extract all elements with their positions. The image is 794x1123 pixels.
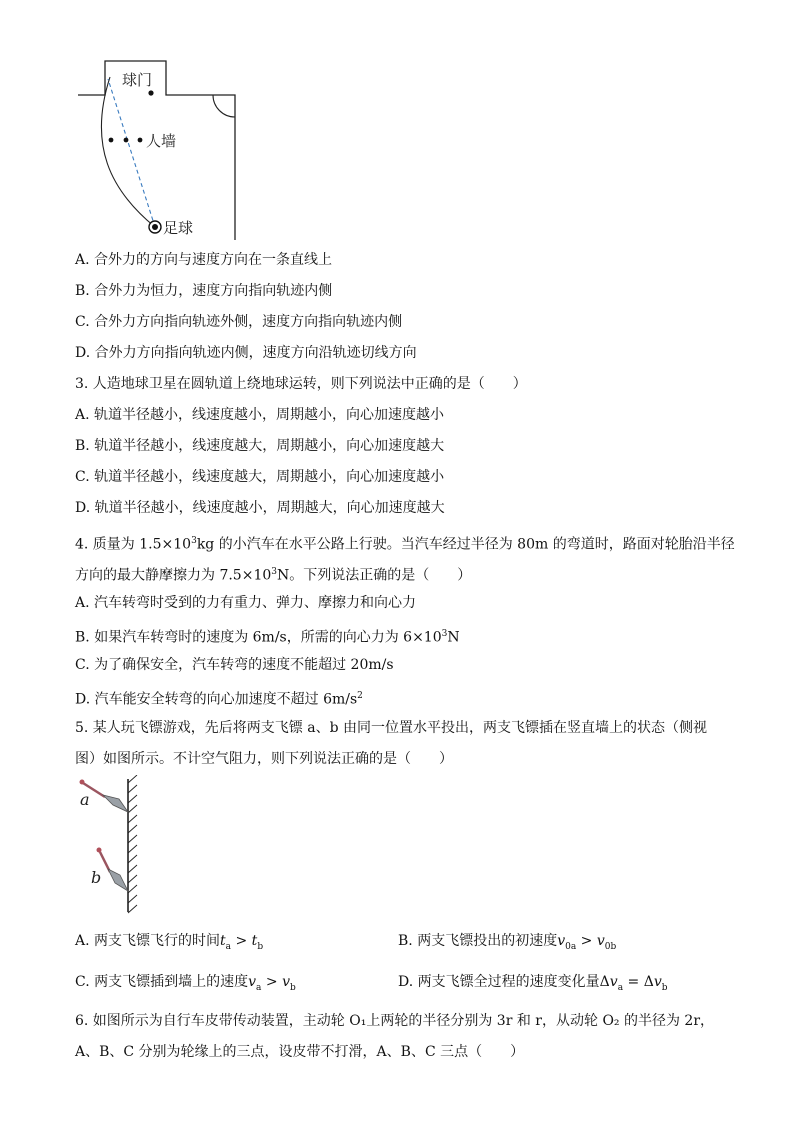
q6-stem-line2: A、B、C 分别为轮缘上的三点，设皮带不打滑，A、B、C 三点（ ） <box>75 1044 525 1060</box>
sub-b: b <box>257 941 264 952</box>
wall-dot <box>138 138 143 143</box>
wall-dot <box>109 138 114 143</box>
q4-stem-line1 <box>75 531 735 555</box>
goal-label: 球门 <box>122 71 153 89</box>
corner-arc <box>213 95 235 117</box>
q4-stem-line1-a: 4. 质量为 1.5×10 <box>75 536 192 553</box>
wall-dot <box>124 138 129 143</box>
dart-b-label: b <box>91 868 102 887</box>
q3-option-a: A. 轨道半径越小，线速度越小，周期越小，向心加速度越小 <box>75 407 445 423</box>
var-v: v <box>248 974 257 990</box>
var-v: v <box>557 933 566 949</box>
q4-option-d-a: D. 汽车能安全转弯的向心加速度不超过 6m/s <box>75 691 358 708</box>
wall-label: 人墙 <box>146 132 177 150</box>
q5-stem-line2: 图）如图所示。不计空气阻力，则下列说法正确的是（ ） <box>75 751 453 767</box>
q5-option-c <box>75 972 296 998</box>
q3-option-c: C. 轨道半径越小，线速度越大，周期越小，向心加速度越小 <box>75 469 445 485</box>
curved-trajectory <box>101 77 155 227</box>
q4-stem-line2 <box>75 562 471 586</box>
gt-sign: > <box>261 974 283 990</box>
dart-a-label: a <box>80 790 90 809</box>
delta-sign: Δ <box>643 974 654 990</box>
q4-option-a: A. 汽车转弯时受到的力有重力、弹力、摩擦力和向心力 <box>75 595 417 611</box>
q4-option-d-sup: 2 <box>357 691 363 701</box>
q4-stem-line2-sup: 3 <box>271 567 277 577</box>
q4-option-c: C. 为了确保安全，汽车转弯的速度不能超过 20m/s <box>75 657 394 673</box>
goal-point <box>148 90 153 95</box>
sub-a: a <box>225 941 232 952</box>
q2-option-c: C. 合外力方向指向轨迹外侧，速度方向指向轨迹内侧 <box>75 314 403 330</box>
sub-a: a <box>617 982 624 993</box>
q4-option-b-a: B. 如果汽车转弯时的速度为 6m/s，所需的向心力为 6×10 <box>75 629 442 646</box>
q5-option-a <box>75 931 263 957</box>
q4-option-d <box>75 686 363 710</box>
var-v: v <box>653 974 662 990</box>
var-v: v <box>596 933 605 949</box>
sub-b: b <box>661 982 668 993</box>
q5-option-a-text: A. 两支飞镖飞行的时间 <box>75 933 221 949</box>
q4-stem-line2-a: 方向的最大静摩擦力为 7.5×10 <box>75 567 272 584</box>
football-icon <box>149 221 161 233</box>
q4-option-b <box>75 624 460 648</box>
var-v: v <box>609 974 618 990</box>
q4-stem-line1-sup: 3 <box>191 536 197 546</box>
goal-outline <box>78 61 235 240</box>
free-kick-diagram <box>70 55 245 245</box>
sub-0b: 0b <box>604 941 617 952</box>
var-v: v <box>282 974 290 990</box>
eq-sign: = <box>623 974 644 990</box>
gt-sign: > <box>576 933 597 949</box>
q5-option-d-text: D. 两支飞镖全过程的速度变化量 <box>398 974 600 990</box>
gt-sign: > <box>231 933 252 949</box>
q5-option-b-text: B. 两支飞镖投出的初速度 <box>398 933 558 949</box>
q3-stem: 3. 人造地球卫星在圆轨道上绕地球运转，则下列说法中正确的是（ ） <box>75 376 527 392</box>
q2-option-b: B. 合外力为恒力，速度方向指向轨迹内侧 <box>75 283 333 299</box>
ball-label: 足球 <box>163 219 194 237</box>
q5-stem-line1: 5. 某人玩飞镖游戏，先后将两支飞镖 a、b 由同一位置水平投出，两支飞镖插在竖直墙上的状态（侧视 <box>75 720 708 736</box>
q4-stem-line2-b: N。下列说法正确的是（ ） <box>277 567 472 584</box>
q4-option-b-sup: 3 <box>441 629 448 639</box>
var-t: t <box>251 933 258 949</box>
sub-a: a <box>256 982 262 993</box>
q3-option-b: B. 轨道半径越小，线速度越大，周期越小，向心加速度越大 <box>75 438 445 454</box>
sub-b: b <box>289 982 296 993</box>
darts-diagram <box>75 775 145 915</box>
delta-sign: Δ <box>599 974 610 990</box>
q3-option-d: D. 轨道半径越小，线速度越小，周期越大，向心加速度越大 <box>75 500 445 516</box>
q5-option-c-text: C. 两支飞镖插到墙上的速度 <box>75 974 249 990</box>
q6-stem-line1: 6. 如图所示为自行车皮带传动装置，主动轮 O₁上两轮的半径分别为 3r 和 r，从动轮 O₂ 的半径为 2r， <box>75 1013 715 1029</box>
q2-option-a: A. 合外力的方向与速度方向在一条直线上 <box>75 252 333 268</box>
q4-stem-line1-b: kg 的小汽车在水平公路上行驶。当汽车经过半径为 80m 的弯道时，路面对轮胎沿半径 <box>196 536 735 553</box>
q5-option-d <box>398 972 668 998</box>
q2-option-d: D. 合外力方向指向轨迹内侧，速度方向沿轨迹切线方向 <box>75 345 417 361</box>
var-t: t <box>220 933 226 949</box>
wall-hatch <box>128 775 137 913</box>
q4-option-b-b: N <box>447 629 460 646</box>
q5-option-b <box>398 931 616 957</box>
sub-0a: 0a <box>565 941 577 952</box>
